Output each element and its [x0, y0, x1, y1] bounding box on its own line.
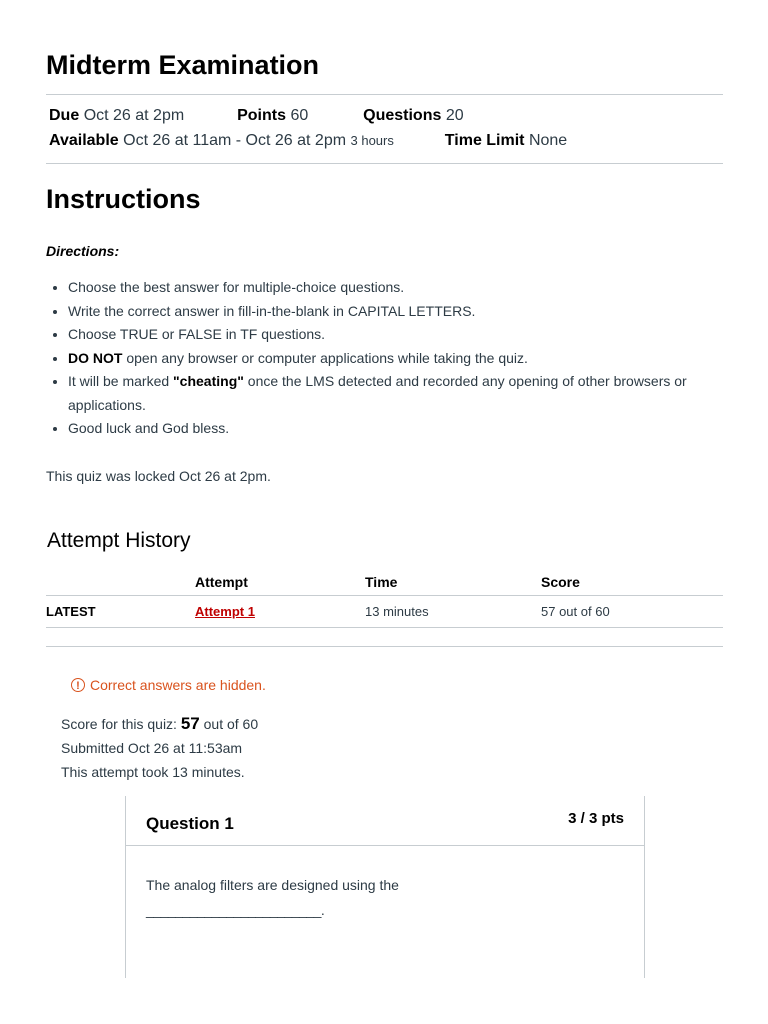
due-label: Due	[49, 107, 80, 124]
table-header-row	[46, 568, 723, 596]
locked-note: This quiz was locked Oct 26 at 2pm.	[46, 468, 271, 484]
due-value: Oct 26 at 2pm	[83, 107, 185, 124]
instructions-heading: Instructions	[46, 184, 201, 214]
list-item: • Write the correct answer in fill-in-the-blank in CAPITAL LETTERS.	[68, 300, 728, 324]
divider	[46, 94, 723, 95]
question-header	[126, 796, 644, 846]
attempt-history-table	[46, 568, 723, 628]
attempt-score: 57 out of 60	[541, 596, 723, 628]
available-value: Oct 26 at 11am - Oct 26 at 2pm	[123, 132, 347, 149]
divider	[46, 646, 723, 647]
column-header-time: Time	[365, 568, 541, 596]
question-title: Question 1	[146, 814, 234, 833]
attempt-duration: This attempt took 13 minutes.	[61, 764, 245, 780]
list-item: • DO NOT open any browser or computer applications while taking the quiz.	[68, 347, 728, 371]
directions-label: Directions:	[46, 243, 120, 259]
column-header-attempt: Attempt	[195, 568, 365, 596]
points-value: 60	[290, 107, 309, 124]
time-limit-label: Time Limit	[444, 132, 525, 149]
table-row	[46, 596, 723, 628]
questions-value: 20	[445, 107, 464, 124]
submitted-time: Submitted Oct 26 at 11:53am	[61, 740, 243, 756]
warning-icon: !	[71, 678, 85, 692]
latest-label: LATEST	[46, 596, 195, 628]
page-title: Midterm Examination	[46, 50, 320, 80]
quiz-meta-row-1	[49, 107, 464, 125]
quiz-score: Score for this quiz: 57 out of 60	[61, 714, 259, 733]
points-label: Points	[237, 107, 286, 124]
available-label: Available	[49, 132, 119, 149]
correct-answers-hidden-notice	[71, 677, 266, 693]
divider	[46, 163, 723, 164]
question-blank: ________________________.	[146, 902, 325, 918]
column-header	[46, 568, 195, 596]
attempt-1-link[interactable]: Attempt 1	[195, 604, 255, 619]
list-item: • Good luck and God bless.	[68, 417, 728, 441]
question-card	[125, 796, 645, 978]
column-header-score: Score	[541, 568, 723, 596]
list-item: • Choose TRUE or FALSE in TF questions.	[68, 323, 728, 347]
question-text: The analog filters are designed using the	[146, 877, 399, 893]
list-item: • It will be marked "cheating" once the LMS detected and recorded any opening of other browsers or applications.	[68, 370, 728, 417]
questions-label: Questions	[363, 107, 442, 124]
question-points: 3 / 3 pts	[568, 810, 624, 827]
directions-list	[46, 276, 728, 441]
time-limit-value: None	[528, 132, 568, 149]
available-duration: 3 hours	[350, 133, 394, 148]
score-value: 57	[180, 714, 200, 733]
quiz-meta-row-2	[49, 132, 567, 150]
list-item: • Choose the best answer for multiple-choice questions.	[68, 276, 728, 300]
hidden-note-text: Correct answers are hidden.	[90, 677, 266, 693]
attempt-time: 13 minutes	[365, 596, 541, 628]
attempt-history-heading: Attempt History	[47, 529, 191, 552]
